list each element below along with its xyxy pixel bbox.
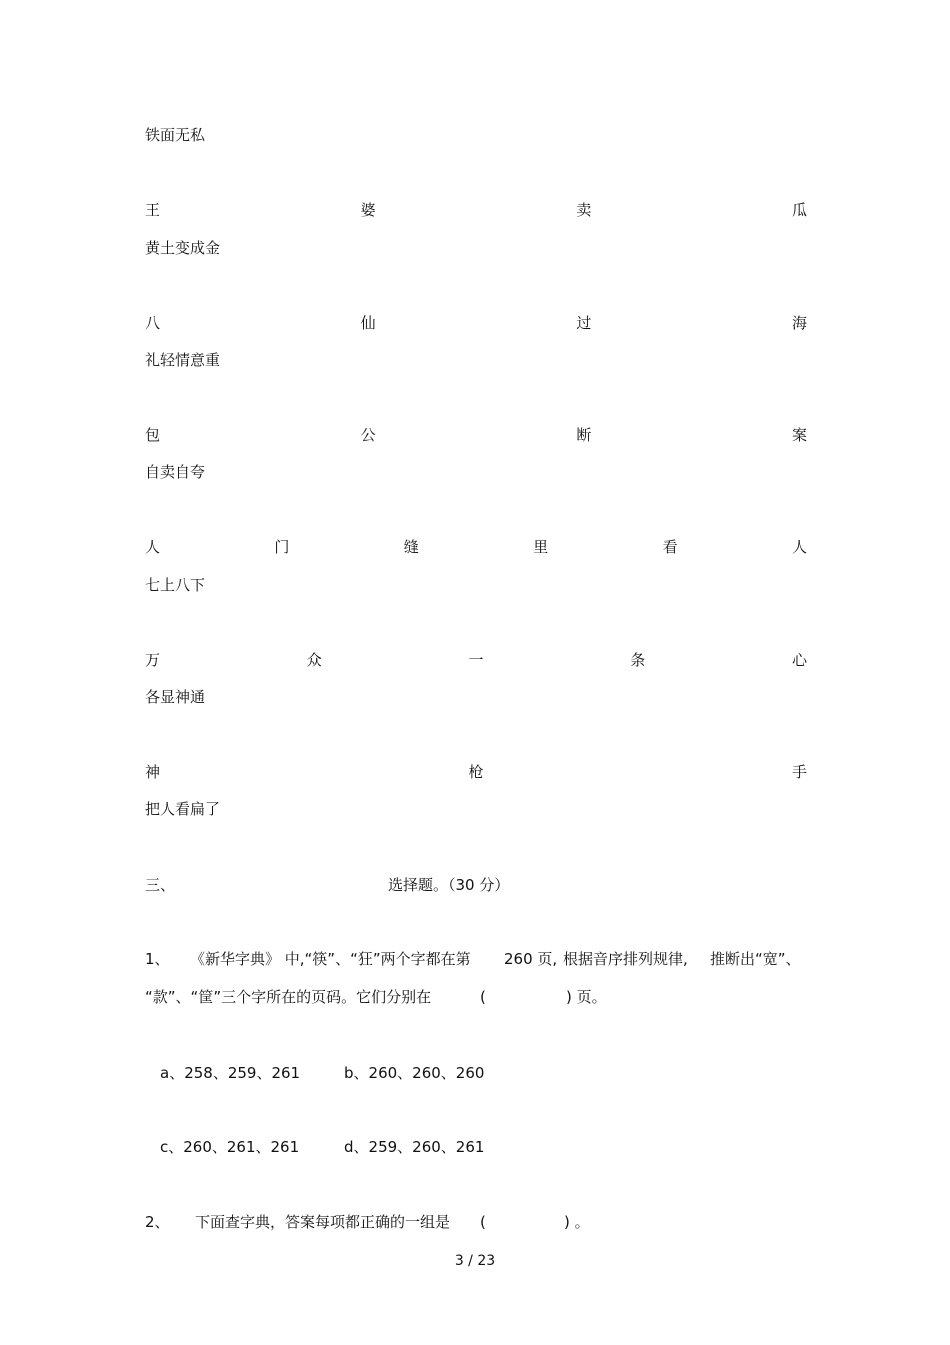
idiom-text: 各显神通 <box>145 688 206 706</box>
idiom-char: 手 <box>791 763 807 781</box>
section-title: 选择题。（30 分） <box>388 876 510 894</box>
idiom-text: 把人看扁了 <box>145 800 221 818</box>
idiom-row <box>145 762 807 782</box>
idiom-char: 万 <box>145 651 161 669</box>
idiom-char: 王 <box>145 201 161 219</box>
option-c: c、260、261、261 <box>160 1138 300 1156</box>
question-text: 《新华字典》 中,“筷”、“狂”两个字都在第 <box>190 950 471 968</box>
idiom-char: 断 <box>576 426 592 444</box>
idiom-char: 案 <box>791 426 807 444</box>
question-number: 2、 <box>145 1213 170 1231</box>
question-text: 下面查字典，答案每项都正确的一组是 <box>195 1213 451 1231</box>
idiom-char: 八 <box>145 314 161 332</box>
question-number: 1、 <box>145 950 170 968</box>
idiom-char: 条 <box>630 651 646 669</box>
idiom-char: 心 <box>791 651 807 669</box>
answer-blank-close: ) 页。 <box>566 988 607 1006</box>
section-number: 三、 <box>145 876 176 894</box>
idiom-row <box>145 200 807 220</box>
idiom-char: 一 <box>468 651 484 669</box>
idiom-row <box>145 537 807 557</box>
idiom-text: 铁面无私 <box>145 126 206 144</box>
idiom-char: 卖 <box>576 201 592 219</box>
answer-blank-open: ( <box>480 1213 486 1231</box>
idiom-char: 缝 <box>403 538 419 556</box>
option-d: d、259、260、261 <box>344 1138 485 1156</box>
question-text: 推断出“宽”、 <box>710 950 801 968</box>
answer-blank-open: ( <box>480 988 486 1006</box>
idiom-char: 人 <box>145 538 161 556</box>
idiom-char: 海 <box>791 314 807 332</box>
idiom-char: 瓜 <box>791 201 807 219</box>
idiom-char: 门 <box>274 538 290 556</box>
idiom-char: 包 <box>145 426 161 444</box>
option-a: a、258、259、261 <box>160 1064 301 1082</box>
idiom-text: 礼轻情意重 <box>145 351 221 369</box>
question-text: 260 页, <box>504 950 558 968</box>
option-b: b、260、260、260 <box>344 1064 485 1082</box>
idiom-text: 自卖自夸 <box>145 463 206 481</box>
idiom-row <box>145 650 807 670</box>
idiom-text: 黄土变成金 <box>145 239 221 257</box>
idiom-char: 里 <box>533 538 549 556</box>
idiom-char: 人 <box>791 538 807 556</box>
idiom-text: 七上八下 <box>145 576 206 594</box>
question-text: 根据音序排列规律, <box>563 950 688 968</box>
question-text: “款”、“筐”三个字所在的页码。它们分别在 <box>145 988 432 1006</box>
idiom-char: 过 <box>576 314 592 332</box>
idiom-char: 仙 <box>360 314 376 332</box>
idiom-char: 众 <box>306 651 322 669</box>
idiom-char: 公 <box>360 426 376 444</box>
idiom-row <box>145 313 807 333</box>
idiom-char: 神 <box>145 763 161 781</box>
idiom-char: 枪 <box>468 763 484 781</box>
idiom-char: 婆 <box>360 201 376 219</box>
idiom-char: 看 <box>662 538 678 556</box>
page-number: 3 / 23 <box>454 1253 496 1269</box>
idiom-row <box>145 425 807 445</box>
answer-blank-close: ) 。 <box>564 1213 590 1231</box>
